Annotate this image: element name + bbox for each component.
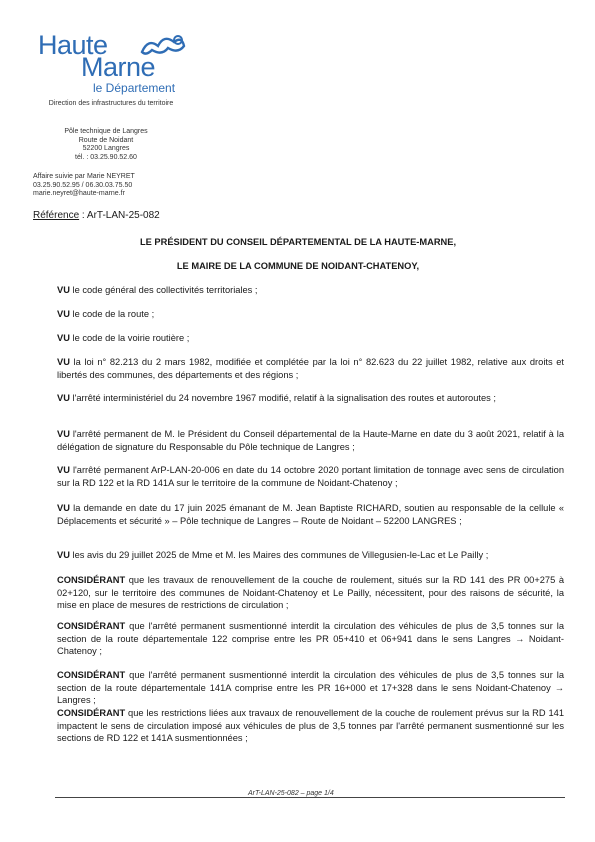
paragraph-text: la loi n° 82.213 du 2 mars 1982, modifiée et complétée par la loi n° 82.623 du 22 juillet 1982, relative aux droits et libertés des communes, des départements et des régions ; bbox=[57, 357, 564, 380]
paragraph-lead: CONSIDÉRANT bbox=[57, 670, 126, 680]
paragraph-lead: VU bbox=[57, 429, 70, 439]
logo-word-departement: le Département bbox=[93, 81, 176, 95]
reference-label: Référence bbox=[33, 210, 80, 221]
paragraph-text: l'arrêté permanent de M. le Président du Conseil départemental de la Haute-Marne en date du 3 août 2021, relatif à la délégation de signature du Responsable du Pôle technique de Langres ; bbox=[57, 429, 564, 452]
paragraph-vu-demande bbox=[57, 502, 564, 527]
heading-president: LE PRÉSIDENT DU CONSEIL DÉPARTEMENTAL DE LA HAUTE-MARNE, bbox=[139, 237, 457, 247]
reference-value: : ArT-LAN-25-082 bbox=[79, 210, 160, 221]
paragraph-considerant-restrictions bbox=[57, 707, 564, 745]
paragraph-text: le code général des collectivités territoriales ; bbox=[69, 285, 258, 295]
reference-line bbox=[33, 210, 160, 221]
paragraph-text: que les travaux de renouvellement de la couche de roulement, situés sur la RD 141 des PR 00+275 à 02+120, sur le territoire des communes de Noidant-Chatenoy et Le Pailly, nécessitent, pour des raisons de sécurité, la mise en place de mesures de restrictions de circulation ; bbox=[57, 575, 564, 610]
paragraph-vu-arrete-1967 bbox=[57, 392, 564, 405]
paragraph-vu-avis bbox=[57, 549, 564, 562]
paragraph-vu-arrete-permanent bbox=[57, 464, 564, 489]
logo-word-marne: Marne bbox=[81, 52, 156, 82]
paragraph-text: l'arrêté permanent ArP-LAN-20-006 en date du 14 octobre 2020 portant limitation de tonnage avec sens de circulation sur la RD 122 et la RD 141A sur le territoire de la commune de Noidant-Chatenoy ; bbox=[57, 465, 564, 488]
pole-street: Route de Noidant bbox=[78, 136, 134, 144]
paragraph-lead: VU bbox=[57, 309, 70, 319]
paragraph-lead: VU bbox=[57, 550, 70, 560]
paragraph-text: le code de la route ; bbox=[69, 309, 155, 319]
haute-marne-logo bbox=[38, 32, 198, 102]
paragraph-vu-delegation bbox=[57, 428, 564, 453]
paragraph-text: le code de la voirie routière ; bbox=[69, 333, 190, 343]
affaire-email[interactable]: marie.neyret@haute-marne.fr bbox=[33, 190, 125, 197]
paragraph-considerant-travaux bbox=[57, 574, 564, 612]
paragraph-lead: VU bbox=[57, 393, 70, 403]
paragraph-vu-cgct bbox=[57, 284, 564, 297]
page-footer: ArT-LAN-25-082 – page 1/4 bbox=[248, 790, 334, 797]
paragraph-lead: CONSIDÉRANT bbox=[57, 575, 126, 585]
paragraph-text: que l'arrêté permanent susmentionné interdit la circulation des véhicules de plus de 3,5 tonnes sur la section de la route départementale 141A comprise entre les PR 16+000 et 17+328 dans le sens Noidant-Chatenoy → Langres ; bbox=[57, 670, 564, 705]
logo-emblem-icon bbox=[138, 32, 188, 60]
paragraph-lead: CONSIDÉRANT bbox=[57, 708, 126, 718]
sender-direction: Direction des infrastructures du territoire bbox=[48, 100, 174, 107]
paragraph-lead: VU bbox=[57, 357, 70, 367]
paragraph-text: l'arrêté interministériel du 24 novembre 1967 modifié, relatif à la signalisation des routes et autoroutes ; bbox=[69, 393, 496, 403]
paragraph-text: la demande en date du 17 juin 2025 émanant de M. Jean Baptiste RICHARD, soutien au responsable de la cellule « Déplacements et sécurité » – Pôle technique de Langres – Route de Noidant – 52200 LANGRES ; bbox=[57, 503, 564, 526]
paragraph-vu-route bbox=[57, 308, 564, 321]
paragraph-vu-loi bbox=[57, 356, 564, 381]
pole-city: 52200 Langres bbox=[82, 145, 130, 152]
pole-name: Pôle technique de Langres bbox=[64, 128, 148, 135]
paragraph-lead: CONSIDÉRANT bbox=[57, 621, 126, 631]
logo-word-haute: Haute bbox=[38, 30, 108, 60]
paragraph-text: les avis du 29 juillet 2025 de Mme et M. les Maires des communes de Villegusien-le-Lac et Le Pailly ; bbox=[69, 550, 489, 560]
paragraph-considerant-rd122 bbox=[57, 620, 564, 658]
footer-divider bbox=[55, 797, 565, 798]
affaire-contact: Affaire suivie par Marie NEYRET bbox=[33, 173, 135, 180]
paragraph-lead: VU bbox=[57, 503, 70, 513]
heading-maire: LE MAIRE DE LA COMMUNE DE NOIDANT-CHATENOY, bbox=[176, 261, 420, 271]
paragraph-lead: VU bbox=[57, 333, 70, 343]
affaire-block bbox=[33, 173, 233, 199]
paragraph-lead: VU bbox=[57, 285, 70, 295]
paragraph-text: que l'arrêté permanent susmentionné interdit la circulation des véhicules de plus de 3,5 tonnes sur la section de la route départementale 122 comprise entre les PR 05+410 et 06+941 dans le sens Langres → Noidant-Chatenoy ; bbox=[57, 621, 564, 656]
paragraph-text: que les restrictions liées aux travaux de renouvellement de la couche de roulement prévus sur la RD 141 impactent le sens de circulation imposé aux véhicules de plus de 3,5 tonnes par l'arrêté permanent susmentionné sur les sections de RD 122 et 141A susmentionnées ; bbox=[57, 708, 564, 743]
pole-phone: tél. : 03.25.90.52.60 bbox=[75, 153, 137, 161]
sender-pole-block bbox=[46, 128, 166, 162]
paragraph-vu-voirie bbox=[57, 332, 564, 345]
paragraph-considerant-rd141a bbox=[57, 669, 564, 707]
affaire-phones: 03.25.90.52.95 / 06.30.03.75.50 bbox=[33, 181, 133, 189]
paragraph-lead: VU bbox=[57, 465, 70, 475]
